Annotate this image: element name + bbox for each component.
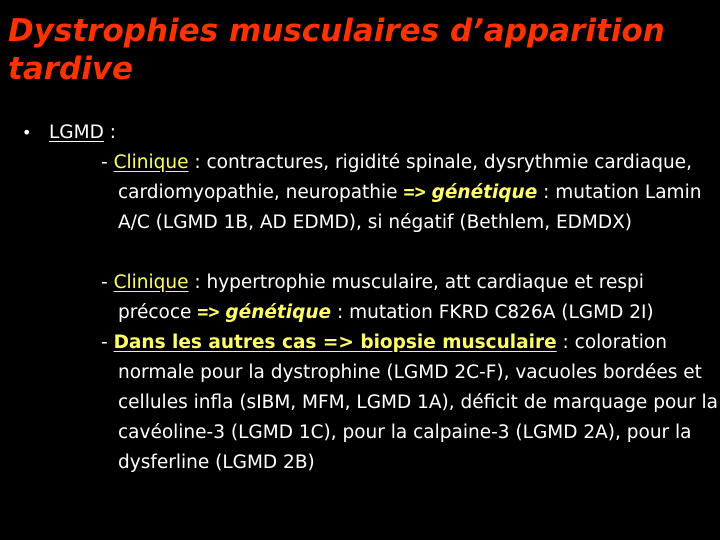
bullet-marker: • [22, 123, 32, 142]
bullet-lgmd [49, 118, 116, 148]
lgmd-label: LGMD [49, 122, 104, 143]
clinique-label: Clinique [113, 152, 189, 173]
slide-title: Dystrophies musculaires d’apparition tardive [8, 13, 665, 87]
sub-item-dash: - [101, 332, 114, 353]
lead-separator: : [188, 152, 207, 173]
sub-item-text: contractures, rigidité spinale, dysrythmie cardiaque, cardiomyopathie, neuropathie [118, 152, 692, 203]
sub-item-text: : coloration normale pour la dystrophine (LGMD 2C-F), vacuoles bordées et cellules infla (sIBM, MFM, LGMD 1A), déficit de marquage pour la cavéoline-3 (LGMD 1C), pour la calpaine-3 (LGMD 2A), pour la dysferline (LGMD 2B) [118, 332, 718, 473]
arrow-symbol: => [197, 302, 220, 323]
sub-item-biopsie [101, 328, 720, 478]
sub-item-text-end: : mutation Lamin A/C (LGMD 1B, AD EDMD), si négatif (Bethlem, EDMDX) [118, 182, 702, 233]
genetique-keyword [225, 302, 331, 323]
genetique-text: génétique [431, 182, 538, 203]
sub-item-text-end: : mutation FKRD C826A (LGMD 2I) [331, 302, 654, 323]
sub-item-fkrd [101, 268, 720, 328]
sub-item-lamin [101, 148, 720, 238]
lgmd-colon: : [103, 122, 116, 143]
sub-item-dash: - [101, 272, 114, 293]
arrow-symbol: => [403, 182, 426, 203]
genetique-keyword [432, 182, 538, 203]
genetique-text: génétique [225, 302, 332, 323]
clinique-label: Clinique [113, 272, 189, 293]
sub-item-text: hypertrophie musculaire, att cardiaque et respi précoce [118, 272, 644, 323]
biopsie-label: Dans les autres cas => biopsie musculaire [113, 332, 557, 353]
sub-item-dash: - [101, 152, 114, 173]
lead-separator: : [188, 272, 207, 293]
